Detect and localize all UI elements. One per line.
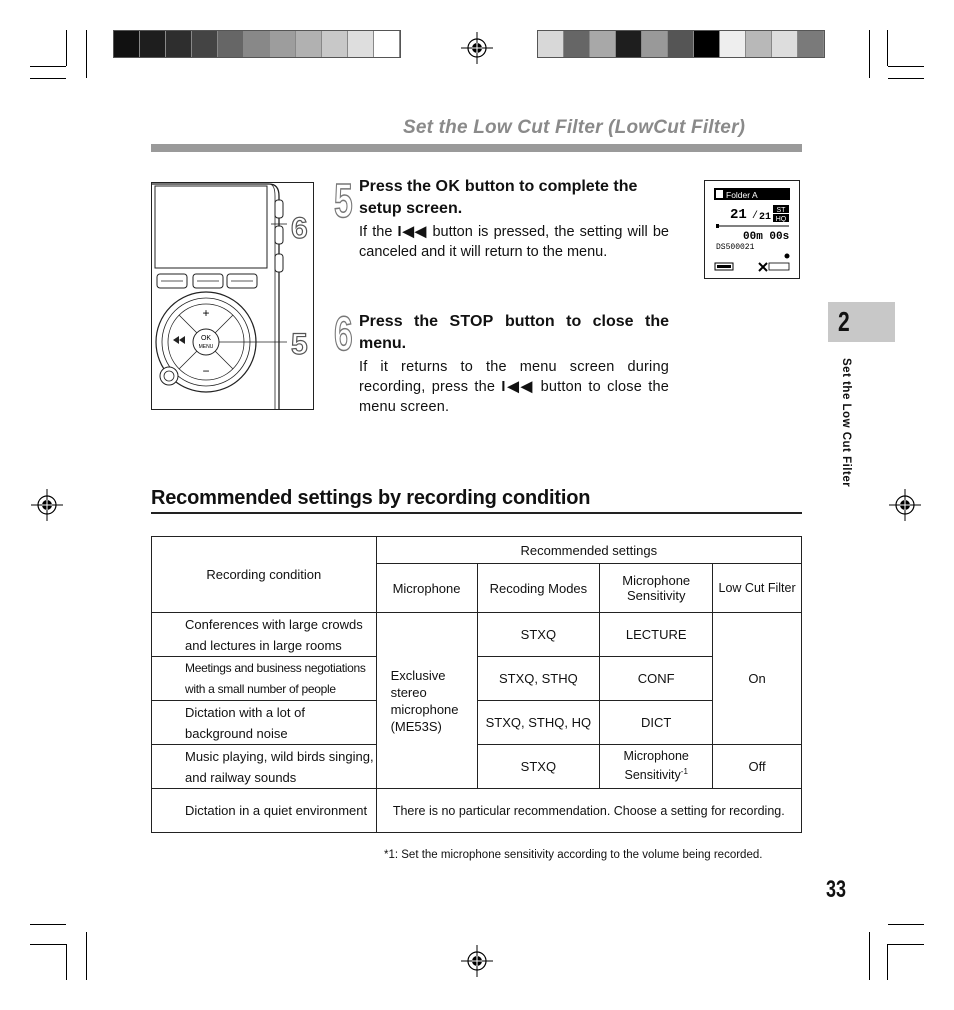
page-header-title: Set the Low Cut Filter (LowCut Filter) <box>403 117 746 138</box>
color-swatch <box>140 31 166 57</box>
modes-cell: STXQ <box>477 613 600 657</box>
color-swatch <box>244 31 270 57</box>
step-6-heading: Press the STOP button to close the menu. <box>359 313 670 352</box>
condition-cell: Music playing, wild birds singing, and railway sounds <box>152 745 377 789</box>
rewind-button-glyph: I◀◀ <box>397 224 428 240</box>
stop-button-glyph: STOP <box>449 313 494 330</box>
header-bar <box>151 144 802 152</box>
registration-mark-left <box>31 489 63 521</box>
microphone-icon <box>785 254 790 259</box>
table-row <box>152 789 802 833</box>
table-row <box>152 657 802 701</box>
condition-cell: Conferences with large crowds and lectures in large rooms <box>152 613 377 657</box>
device-plus-label: + <box>202 306 210 320</box>
color-swatch <box>322 31 348 57</box>
color-swatch <box>590 31 616 57</box>
color-swatch <box>668 31 694 57</box>
mute-icon <box>759 263 767 271</box>
condition-cell: Dictation with a lot of background noise <box>152 701 377 745</box>
recorder-illustration <box>151 182 314 410</box>
table-row <box>152 613 802 657</box>
sensitivity-cell: CONF <box>600 657 713 701</box>
header-microphone-sensitivity: Microphone Sensitivity <box>600 564 713 613</box>
condition-cell: Meetings and business negotiations with a small number of people <box>152 657 377 701</box>
modes-cell: STXQ, STHQ <box>477 657 600 701</box>
ok-button-glyph: OK <box>435 178 461 195</box>
lcd-screen-illustration <box>704 180 800 279</box>
sensitivity-cell: DICT <box>600 701 713 745</box>
color-swatch <box>270 31 296 57</box>
step-6-body: If it returns to the menu screen during recording, press the I◀◀ button to close the menu screen. <box>359 359 669 415</box>
header-microphone: Microphone <box>376 564 477 613</box>
color-swatch <box>218 31 244 57</box>
lcd-time: 00m 00s <box>743 231 790 243</box>
step-5-heading: Press the OK button to complete the setup screen. <box>359 178 638 217</box>
modes-cell: STXQ, STHQ, HQ <box>477 701 600 745</box>
color-swatch <box>114 31 140 57</box>
lcd-file-name: DS500021 <box>716 243 755 252</box>
sensitivity-cell: LECTURE <box>600 613 713 657</box>
section-rule <box>151 512 802 514</box>
color-swatch <box>798 31 824 57</box>
color-swatch <box>538 31 564 57</box>
color-swatch <box>192 31 218 57</box>
lcd-file-current: 21 <box>730 207 747 223</box>
step-5-body: If the I◀◀ button is pressed, the setting will be canceled and it will return to the menu. <box>359 224 669 260</box>
callout-5: 5 <box>291 328 308 361</box>
folder-icon <box>716 190 723 198</box>
color-swatch <box>720 31 746 57</box>
header-recording-condition: Recording condition <box>152 537 377 613</box>
color-swatch <box>642 31 668 57</box>
color-swatch <box>166 31 192 57</box>
header-recommended-settings: Recommended settings <box>376 537 801 564</box>
color-swatch <box>772 31 798 57</box>
color-swatch <box>564 31 590 57</box>
device-minus-label: − <box>202 364 210 378</box>
modes-cell: STXQ <box>477 745 600 789</box>
registration-mark-right <box>889 489 921 521</box>
color-swatch <box>616 31 642 57</box>
lowcut-off-cell: Off <box>713 745 802 789</box>
device-ok-label: OK <box>200 335 212 342</box>
step-5-number: 5 <box>334 175 353 228</box>
lcd-folder: Folder A <box>726 190 758 200</box>
footnote: *1: Set the microphone sensitivity according to the volume being recorded. <box>384 849 763 861</box>
color-swatch <box>348 31 374 57</box>
lowcut-on-cell: On <box>713 613 802 745</box>
color-swatch <box>296 31 322 57</box>
chapter-side-label: Set the Low Cut Filter <box>840 358 852 488</box>
color-swatch <box>694 31 720 57</box>
color-swatches-left <box>113 30 401 58</box>
lcd-file-total: 21 <box>759 212 772 223</box>
callout-6: 6 <box>291 212 308 245</box>
header-recording-modes: Recoding Modes <box>477 564 600 613</box>
color-swatches-right <box>537 30 825 58</box>
chapter-number: 2 <box>838 306 850 337</box>
registration-mark-bottom <box>461 945 493 977</box>
section-title: Recommended settings by recording condition <box>151 487 591 509</box>
registration-mark-top <box>461 32 493 64</box>
color-swatch <box>746 31 772 57</box>
lcd-mode-bottom: HQ <box>775 216 787 223</box>
header-low-cut-filter: Low Cut Filter <box>713 564 802 613</box>
no-recommendation-cell: There is no particular recommendation. Choose a setting for recording. <box>376 789 801 833</box>
svg-text:/: / <box>752 211 759 222</box>
device-menu-label: MENU <box>198 344 214 350</box>
lcd-mode-top: ST <box>776 207 786 214</box>
color-swatch <box>374 31 400 57</box>
recommended-settings-table <box>151 536 802 833</box>
table-row <box>152 745 802 789</box>
page-number: 33 <box>826 876 847 903</box>
microphone-cell: Exclusive stereo microphone (ME53S) <box>376 613 477 789</box>
step-6-number: 6 <box>334 308 353 361</box>
sensitivity-cell: Microphone Sensitivity$^{-1}$ <box>600 745 713 789</box>
rewind-button-glyph: I◀◀ <box>501 379 535 395</box>
table-row <box>152 701 802 745</box>
condition-cell: Dictation in a quiet environment <box>152 789 377 833</box>
